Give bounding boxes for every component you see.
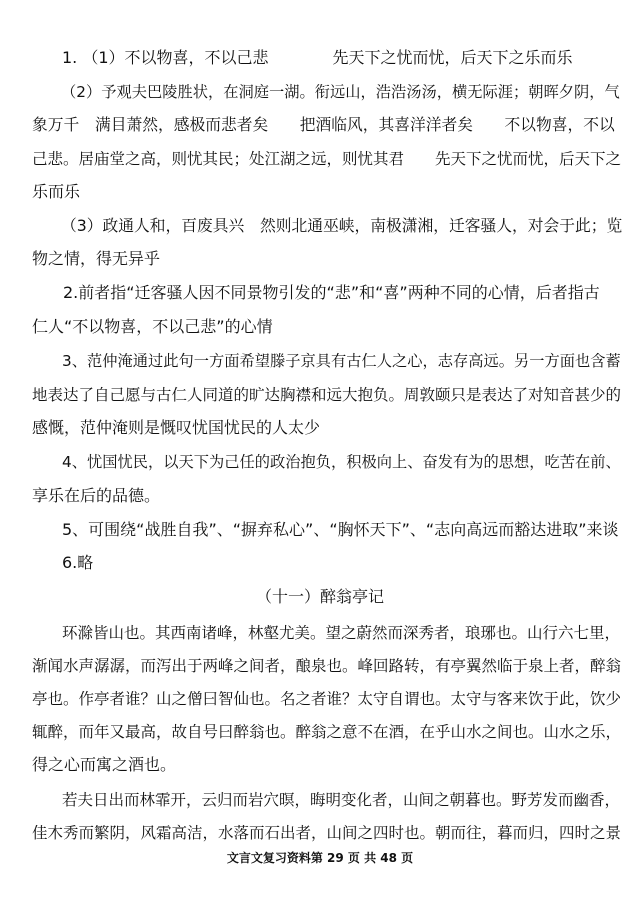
answer-line-6: （3）政通人和，百废具兴 然则北通巫峡，南极潇湘，迁客骚人，对会于此；览 <box>61 216 623 235</box>
answer-line-7: 物之情，得无异乎 <box>32 249 161 268</box>
answer-line-14: 享乐在后的品德。 <box>32 486 161 505</box>
text-line-2: 渐闻水声潺潺，而泻出于两峰之间者，酿泉也。峰回路转，有亭翼然临于泉上者，醉翁 <box>32 657 622 675</box>
answer-line-4: 己悲。居庙堂之高，则忧其民；处江湖之远，则忧其君 先天下之忧而忧，后天下之 <box>32 150 622 168</box>
answer-line-8: 2.前者指“迁客骚人因不同景物引发的“悲”和“喜”两种不同的心情，后者指古 <box>63 283 600 302</box>
text-line-7: 佳木秀而繁阴，风霜高洁，水落而石出者，山间之四时也。朝而往，暮而归，四时之景 <box>32 824 622 842</box>
text-line-4: 辄醉，而年又最高，故自号曰醉翁也。醉翁之意不在酒，在乎山水之间也。山水之乐， <box>32 723 622 741</box>
answer-line-12: 感慨，范仲淹则是慨叹忧国忧民的人太少 <box>32 418 321 437</box>
text-line-6: 若夫日出而林霏开，云归而岩穴暝，晦明变化者，山间之朝暮也。野芳发而幽香， <box>62 791 621 809</box>
answer-line-15: 5、可围绕“战胜自我”、“摒弃私心”、“胸怀天下”、“志向高远而豁达进取”来谈 <box>62 520 619 539</box>
answer-line-13: 4、忧国忧民，以天下为己任的政治抱负，积极向上、奋发有为的思想，吃苦在前、 <box>62 453 621 471</box>
answer-line-9: 仁人“不以物喜，不以己悲”的心情 <box>32 317 273 336</box>
answer-line-2: （2）予观夫巴陵胜状，在洞庭一湖。衔远山，浩浩汤汤，横无际涯；朝晖夕阴，气 <box>61 83 620 101</box>
answer-line-1: 1. （1）不以物喜，不以己悲 先天下之忧而忧，后天下之乐而乐 <box>62 48 573 67</box>
text-line-3: 亭也。作亭者谁？山之僧曰智仙也。名之者谁？太守自谓也。太守与客来饮于此，饮少 <box>32 690 622 708</box>
answer-line-10: 3、范仲淹通过此句一方面希望滕子京具有古仁人之心，志存高远。另一方面也含蓄 <box>62 352 621 370</box>
text-line-1: 环滁皆山也。其西南诸峰，林壑尤美。望之蔚然而深秀者，琅琊也。山行六七里， <box>62 624 621 642</box>
answer-line-16: 6.略 <box>62 553 94 572</box>
page-footer: 文言文复习资料第 29 页 共 48 页 <box>226 851 414 865</box>
section-title: （十一）醉翁亭记 <box>255 587 384 606</box>
answer-line-3: 象万千 满目萧然，感极而悲者矣 把酒临风，其喜洋洋者矣 不以物喜，不以 <box>32 115 615 134</box>
text-line-5: 得之心而寓之酒也。 <box>32 755 177 774</box>
answer-line-5: 乐而乐 <box>32 182 81 201</box>
answer-line-11: 地表达了自己愿与古仁人同道的旷达胸襟和远大抱负。周敦颐只是表达了对知音甚少的 <box>32 386 622 404</box>
